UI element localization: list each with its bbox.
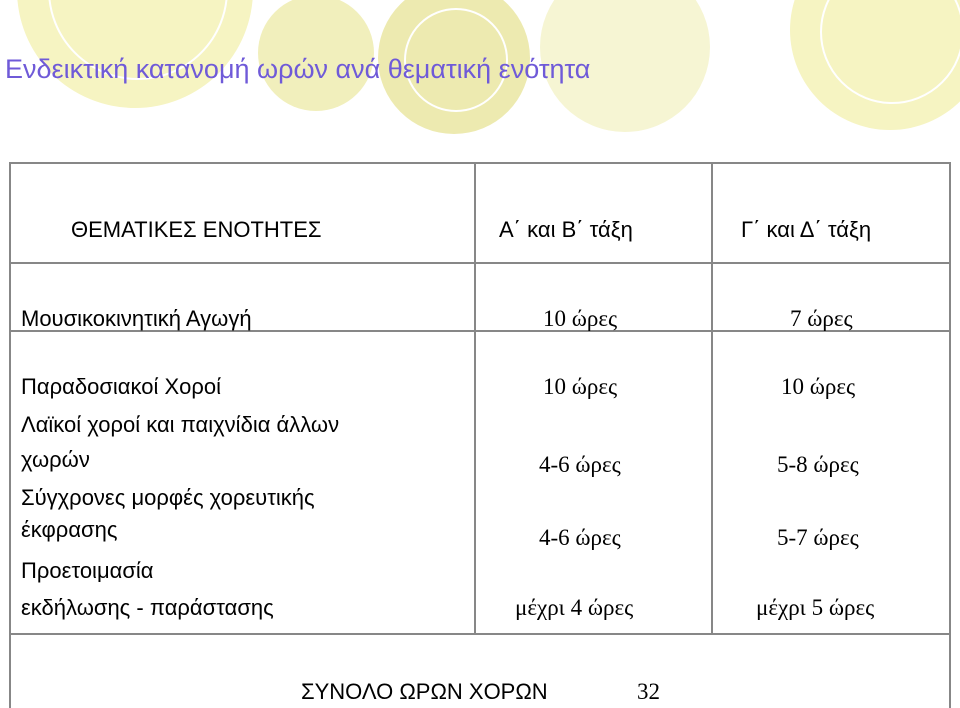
hours-gd: 5-8 ώρες	[777, 452, 859, 477]
unit-name: Παραδοσιακοί Χοροί	[21, 374, 222, 399]
header-grade-ab: Α΄ και Β΄ τάξη	[499, 217, 633, 242]
hours-ab: 10 ώρες	[543, 306, 618, 331]
row-divider	[11, 262, 949, 264]
header-units: ΘΕΜΑΤΙΚΕΣ ΕΝΟΤΗΤΕΣ	[71, 217, 322, 242]
hours-ab: 4-6 ώρες	[539, 525, 621, 550]
page-title: Ενδεικτική κατανομή ωρών ανά θεματική ενότητα	[5, 54, 591, 84]
hours-ab: 4-6 ώρες	[539, 452, 621, 477]
unit-name-line2: εκδήλωσης - παράστασης	[21, 595, 274, 620]
unit-name-line1: Προετοιμασία	[21, 558, 154, 583]
hours-gd: μέχρι 5 ώρες	[756, 595, 875, 620]
total-label: ΣΥΝΟΛΟ ΩΡΩΝ ΧΟΡΩΝ	[301, 679, 548, 704]
hours-gd: 7 ώρες	[790, 306, 853, 331]
unit-name-line1: Σύγχρονες μορφές χορευτικής	[21, 485, 315, 510]
hours-gd: 10 ώρες	[781, 374, 856, 399]
hours-ab: μέχρι 4 ώρες	[515, 595, 634, 620]
unit-name-line2: έκφρασης	[21, 517, 118, 542]
hours-ab: 10 ώρες	[543, 374, 618, 399]
column-divider	[474, 164, 476, 635]
unit-name-line2: χωρών	[21, 447, 90, 472]
unit-name: Μουσικοκινητική Αγωγή	[21, 306, 252, 331]
header-grade-gd: Γ΄ και Δ΄ τάξη	[741, 217, 872, 242]
hours-gd: 5-7 ώρες	[777, 525, 859, 550]
column-divider	[711, 164, 713, 635]
total-value: 32	[637, 679, 660, 704]
row-divider	[11, 633, 949, 635]
hours-table	[9, 162, 951, 708]
unit-name-line1: Λαϊκοί χοροί και παιχνίδια άλλων	[21, 412, 340, 437]
